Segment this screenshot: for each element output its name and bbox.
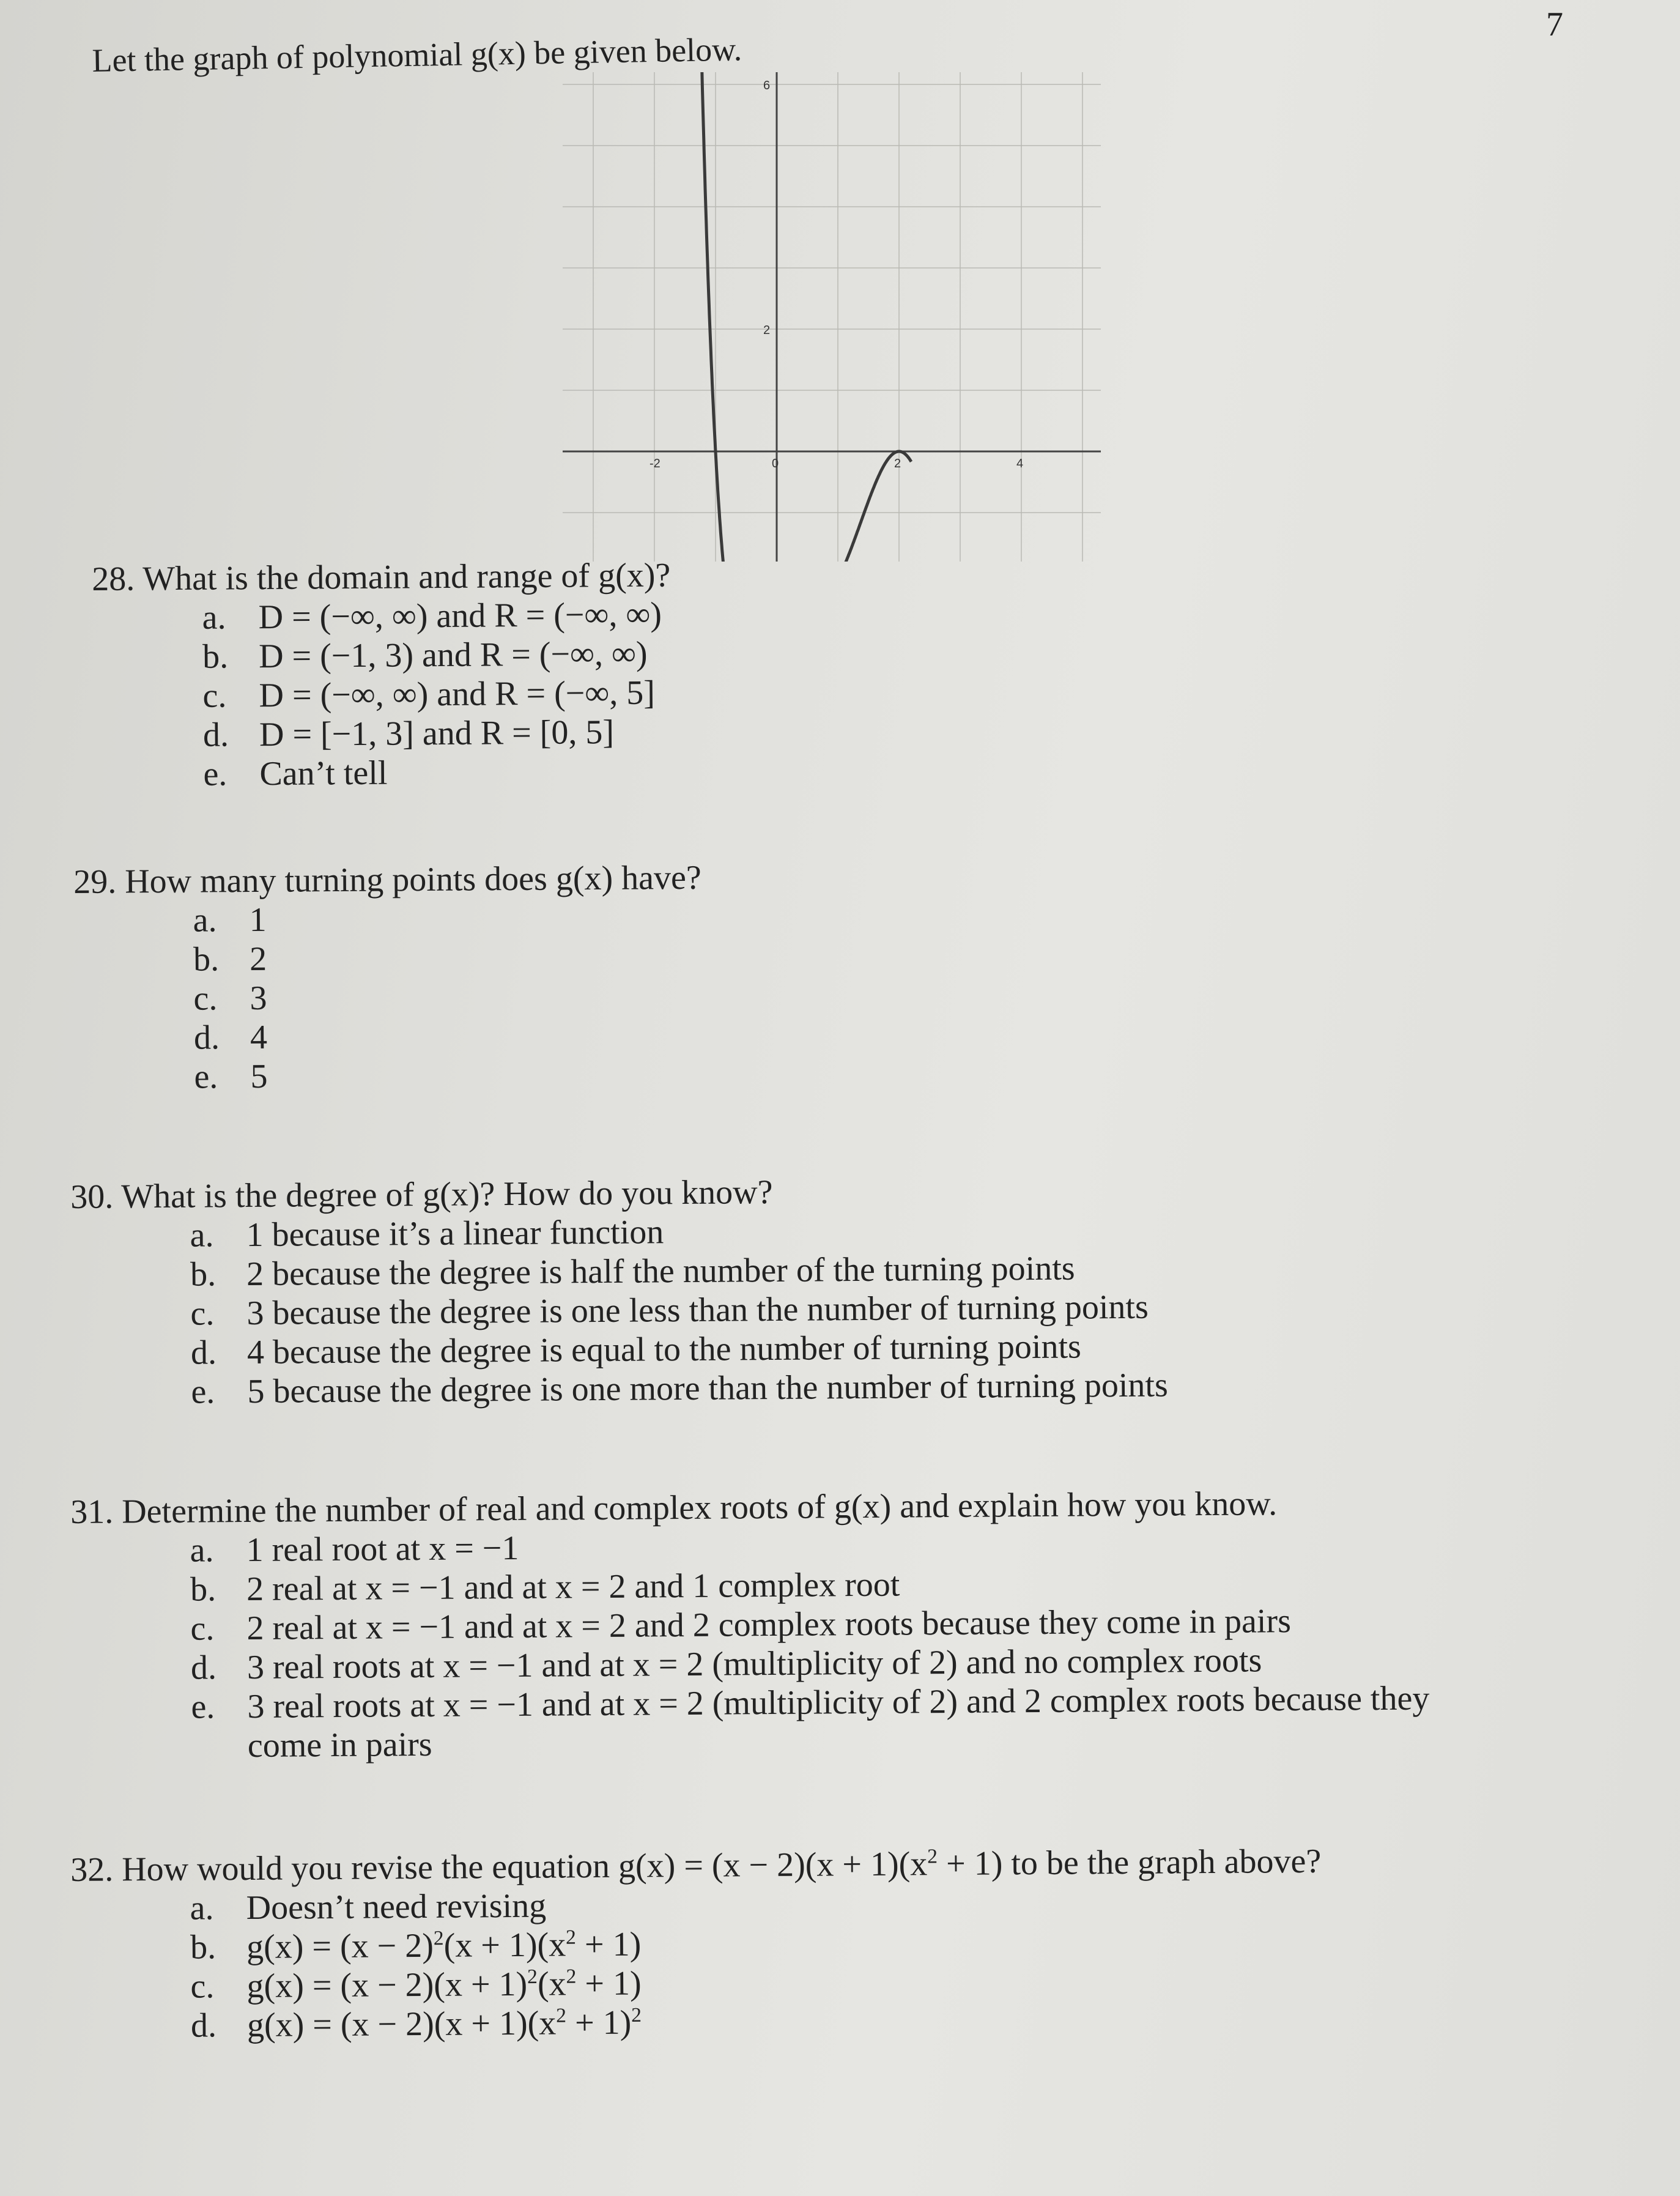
q31-option-d-text: 3 real roots at x = −1 and at x = 2 (multiplicity of 2) and no complex roots [246,1641,1262,1686]
question-32-text-part1: How would you revise the equation g(x) = (x − 2)(x + 1)(x [122,1845,928,1889]
q31-option-a-letter: a. [190,1531,214,1570]
q31-option-e-continued [191,1718,1430,1765]
q30-option-e[interactable] [191,1365,1168,1411]
q31-option-e-text-line2: come in pairs [247,1725,432,1765]
question-32-number: 32. [70,1850,114,1889]
question-28 [92,555,672,795]
q28-option-d-text: D = [−1, 3] and R = [0, 5] [259,713,615,754]
q32-option-d[interactable] [191,1998,1322,2046]
question-29-number: 29. [73,862,117,901]
q31-option-b-letter: b. [190,1570,216,1609]
q28-option-c[interactable] [202,673,671,715]
q28-option-a[interactable] [202,595,670,637]
q32-b-part1: g(x) = (x − 2) [246,1926,434,1966]
q31-option-d-letter: d. [190,1649,217,1687]
y-tick-label: 6 [763,79,771,92]
q32-option-a-text: Doesn’t need revising [246,1886,547,1927]
q32-d-part1: g(x) = (x − 2)(x + 1)(x [246,2004,557,2044]
graph-grid [563,72,1101,562]
q29-option-e-letter: e. [194,1058,218,1096]
q32-b-exp1: 2 [433,1927,444,1950]
q30-option-d[interactable] [191,1326,1168,1372]
q31-option-e-letter: e. [191,1688,215,1726]
q29-option-e-text: 5 [250,1057,268,1096]
q32-option-a-letter: a. [190,1889,214,1927]
question-31-number: 31. [70,1493,114,1531]
q32-option-b-letter: b. [190,1928,216,1967]
question-28-number: 28. [92,560,135,598]
q31-option-c-letter: c. [190,1609,215,1648]
q28-option-e-text: Can’t tell [259,754,388,793]
q30-option-b-text: 2 because the degree is half the number of the turning points [246,1249,1075,1293]
question-32-exponent: 2 [927,1845,938,1868]
q30-option-c-text: 3 because the degree is one less than the number of turning points [246,1288,1149,1332]
q28-option-c-text: D = (−∞, ∞) and R = (−∞, 5] [259,673,656,715]
q29-option-c-letter: c. [193,979,218,1018]
q31-option-c-text: 2 real at x = −1 and at x = 2 and 2 complex roots because they come in pairs [246,1602,1292,1647]
q28-option-a-text: D = (−∞, ∞) and R = (−∞, ∞) [258,595,662,637]
q32-d-part2: + 1) [566,2003,632,2042]
q28-option-c-letter: c. [202,677,227,715]
x-tick-label: 2 [894,457,901,470]
q28-option-d-letter: d. [202,716,229,754]
q29-option-b-letter: b. [193,940,220,979]
q32-option-b-equation [246,1924,642,1967]
question-32-text-part2: + 1) to be the graph above? [937,1842,1322,1883]
q32-option-c-letter: c. [190,1967,215,2006]
q28-option-b[interactable] [202,634,671,676]
q31-option-e-text: 3 real roots at x = −1 and at x = 2 (multiplicity of 2) and 2 complex roots because they [247,1679,1430,1726]
q32-b-part2: (x + 1)(x [443,1926,566,1965]
question-29-text: How many turning points does g(x) have? [125,858,701,901]
q32-d-exp1: 2 [556,2004,567,2027]
question-31-text: Determine the number of real and complex roots of g(x) and explain how you know. [122,1485,1278,1531]
intro-text: Let the graph of polynomial g(x) be given below. [92,31,742,79]
q28-option-b-letter: b. [202,637,229,676]
q32-c-part2: (x [537,1965,566,2003]
q30-option-e-letter: e. [191,1373,215,1411]
q32-d-exp2: 2 [631,2003,642,2027]
question-30 [70,1170,1168,1412]
q30-option-a-letter: a. [190,1216,214,1255]
graph-tick-labels [649,79,1023,470]
x-tick-label: 0 [772,457,779,470]
q32-option-d-equation [247,2003,642,2045]
q29-option-d-text: 4 [250,1018,268,1056]
q31-option-b-text: 2 real at x = −1 and at x = 2 and 1 complex root [246,1565,900,1608]
q28-option-e[interactable] [203,751,672,793]
q32-b-exp2: 2 [565,1926,577,1949]
question-31 [70,1483,1430,1767]
q29-option-a-letter: a. [193,901,217,940]
q30-option-d-letter: d. [190,1334,217,1372]
question-28-text: What is the domain and range of g(x)? [142,556,671,598]
q29-option-e[interactable] [194,1054,703,1097]
question-32 [70,1842,1322,2046]
page-number: 7 [1546,6,1563,43]
q29-option-b[interactable] [193,937,702,979]
q32-c-exp1: 2 [527,1965,538,1989]
polynomial-graph [563,72,1101,562]
y-tick-label: 2 [763,324,771,337]
q29-option-c-text: 3 [250,979,267,1017]
q28-option-d[interactable] [203,712,672,754]
q29-option-a[interactable] [193,897,701,940]
q28-option-a-letter: a. [202,598,226,637]
q30-option-a[interactable] [190,1209,1167,1255]
q29-option-c[interactable] [193,976,702,1018]
q32-option-d-letter: d. [190,2006,217,2045]
q32-c-exp2: 2 [566,1965,577,1988]
q30-option-a-text: 1 because it’s a linear function [246,1213,664,1254]
q31-option-a-text: 1 real root at x = −1 [246,1529,519,1569]
q30-option-e-text: 5 because the degree is one more than the number of turning points [247,1366,1168,1411]
q29-option-d[interactable] [194,1015,703,1058]
q32-c-part1: g(x) = (x − 2)(x + 1) [246,1965,528,2005]
q32-b-part3: + 1) [575,1925,642,1964]
question-29 [73,858,703,1097]
q32-option-c-equation [246,1964,642,2006]
q30-option-b-letter: b. [190,1255,216,1294]
q29-option-d-letter: d. [193,1018,220,1057]
q29-option-a-text: 1 [249,900,267,939]
q32-c-part3: + 1) [576,1964,642,2003]
x-tick-label: -2 [649,457,661,470]
q30-option-c[interactable] [190,1287,1167,1333]
question-30-text: What is the degree of g(x)? How do you know? [121,1173,773,1216]
x-tick-label: 4 [1016,457,1024,470]
q28-option-e-letter: e. [203,755,228,793]
question-30-number: 30. [70,1178,114,1216]
q30-option-d-text: 4 because the degree is equal to the number of turning points [246,1327,1082,1371]
q30-option-b[interactable] [190,1248,1167,1294]
q29-option-b-text: 2 [249,940,267,978]
q30-option-c-letter: c. [190,1294,215,1333]
q28-option-b-text: D = (−1, 3) and R = (−∞, ∞) [258,634,648,676]
